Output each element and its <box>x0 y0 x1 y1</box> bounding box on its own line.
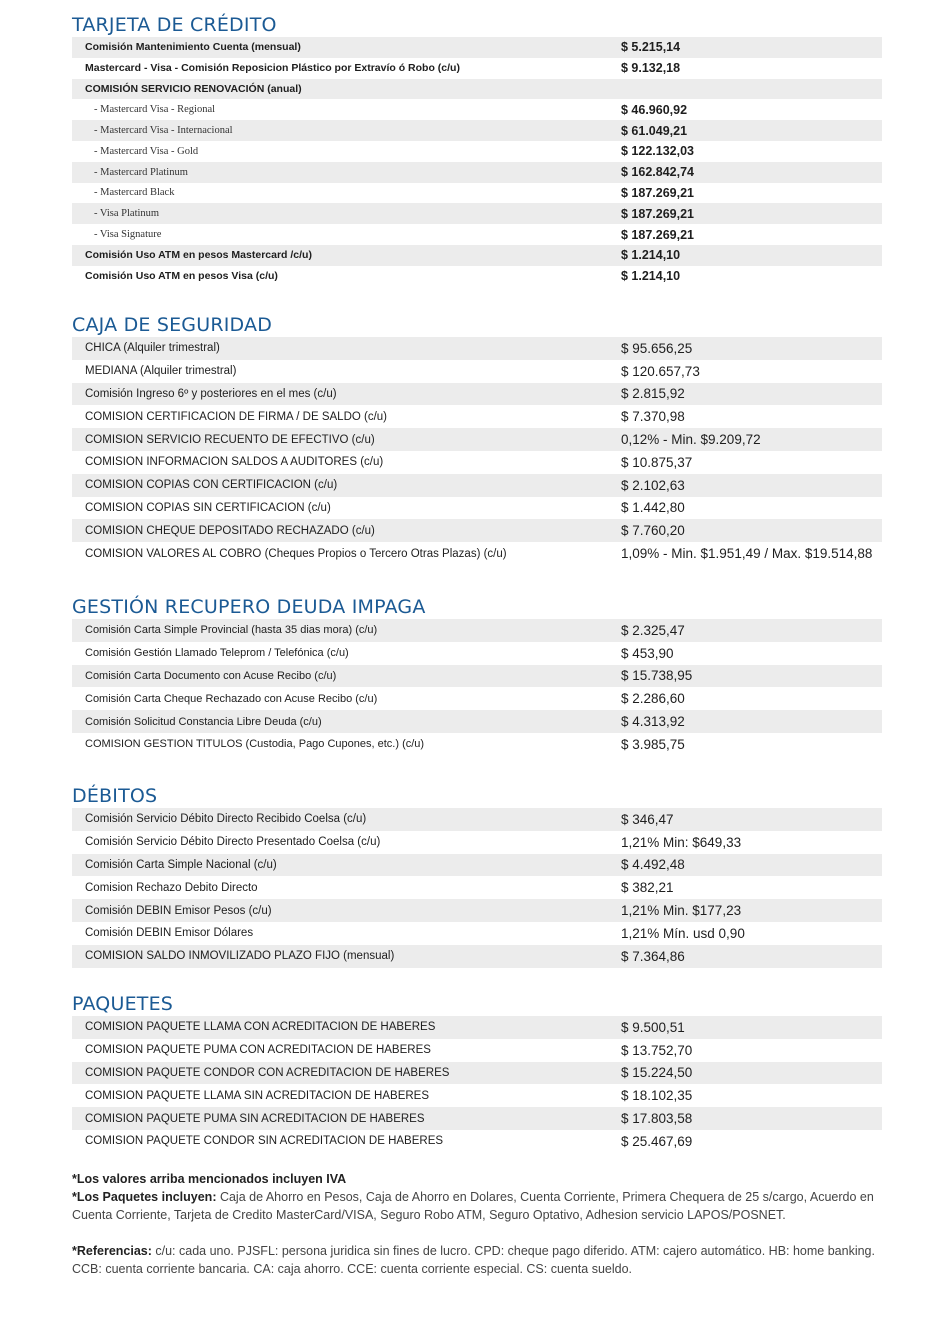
fee-value: $ 4.492,48 <box>621 854 882 877</box>
fee-label: COMISION COPIAS CON CERTIFICACION (c/u) <box>72 474 621 497</box>
fee-label: - Mastercard Visa - Regional <box>72 99 621 120</box>
footnotes <box>72 1170 892 1278</box>
fee-value: $ 1.214,10 <box>621 266 882 287</box>
section-debitos <box>72 784 882 968</box>
fee-row <box>72 79 882 100</box>
fee-row <box>72 141 882 162</box>
fee-label: COMISION PAQUETE CONDOR CON ACREDITACION DE HABERES <box>72 1062 621 1085</box>
fee-value: $ 10.875,37 <box>621 451 882 474</box>
fee-value: $ 9.132,18 <box>621 58 882 79</box>
fee-row <box>72 831 882 854</box>
fee-label: Comisión Ingreso 6º y posteriores en el mes (c/u) <box>72 383 621 406</box>
fee-label: COMISION PAQUETE PUMA SIN ACREDITACION DE HABERES <box>72 1107 621 1130</box>
fee-row <box>72 1039 882 1062</box>
fee-row <box>72 519 882 542</box>
fee-value: $ 18.102,35 <box>621 1084 882 1107</box>
section-tarjeta-credito <box>72 13 882 287</box>
fee-row <box>72 642 882 665</box>
fee-row <box>72 854 882 877</box>
fee-label: Comisión Carta Simple Nacional (c/u) <box>72 854 621 877</box>
fee-label: Comisión DEBIN Emisor Pesos (c/u) <box>72 899 621 922</box>
fee-value: 1,21% Min: $649,33 <box>621 831 882 854</box>
fee-row <box>72 58 882 79</box>
section-paquetes <box>72 992 882 1153</box>
fee-value: $ 15.738,95 <box>621 665 882 688</box>
fee-row <box>72 808 882 831</box>
fee-value: $ 122.132,03 <box>621 141 882 162</box>
fee-value: $ 17.803,58 <box>621 1107 882 1130</box>
fee-value: $ 4.313,92 <box>621 710 882 733</box>
note-iva <box>72 1170 892 1188</box>
fee-row <box>72 1062 882 1085</box>
fee-label: Comisión Uso ATM en pesos Mastercard /c/u) <box>72 245 621 266</box>
fee-label: COMISION INFORMACION SALDOS A AUDITORES (c/u) <box>72 451 621 474</box>
fee-label: COMISION PAQUETE CONDOR SIN ACREDITACION DE HABERES <box>72 1130 621 1153</box>
fee-label: COMISION COPIAS SIN CERTIFICACION (c/u) <box>72 497 621 520</box>
fee-row <box>72 405 882 428</box>
fee-label: MEDIANA (Alquiler trimestral) <box>72 360 621 383</box>
fee-value: $ 187.269,21 <box>621 224 882 245</box>
fee-row <box>72 945 882 968</box>
fee-value: 0,12% - Min. $9.209,72 <box>621 428 882 451</box>
fee-table <box>72 37 882 287</box>
fee-row <box>72 428 882 451</box>
fee-label: Comisión Solicitud Constancia Libre Deuda (c/u) <box>72 710 621 733</box>
fee-value: $ 46.960,92 <box>621 99 882 120</box>
fee-value: 1,21% Min. $177,23 <box>621 899 882 922</box>
fee-label: CHICA (Alquiler trimestral) <box>72 337 621 360</box>
fee-row <box>72 162 882 183</box>
fee-row <box>72 203 882 224</box>
fee-row <box>72 665 882 688</box>
fee-label: COMISION PAQUETE PUMA CON ACREDITACION DE HABERES <box>72 1039 621 1062</box>
note-referencias-text: c/u: cada uno. PJSFL: persona juridica sin fines de lucro. CPD: cheque pago diferido. ATM: cajero automático. HB: home banking. CCB: cuenta corriente bancaria. CA: caja ahorro. CCE: cuenta corriente especial. CS: cuenta sueldo. <box>72 1244 875 1276</box>
fee-row <box>72 474 882 497</box>
section-title: PAQUETES <box>72 993 174 1015</box>
fee-table <box>72 619 882 756</box>
section-gestion-recupero <box>72 595 882 756</box>
fee-label: Comisión Servicio Débito Directo Presentado Coelsa (c/u) <box>72 831 621 854</box>
fee-label: Comisión Servicio Débito Directo Recibido Coelsa (c/u) <box>72 808 621 831</box>
fee-row <box>72 1107 882 1130</box>
fee-row <box>72 360 882 383</box>
fee-value: $ 7.364,86 <box>621 945 882 968</box>
fee-value: $ 1.442,80 <box>621 497 882 520</box>
fee-row <box>72 710 882 733</box>
fee-label: COMISION CHEQUE DEPOSITADO RECHAZADO (c/u) <box>72 519 621 542</box>
fee-value: $ 2.102,63 <box>621 474 882 497</box>
fee-row <box>72 733 882 756</box>
section-title: GESTIÓN RECUPERO DEUDA IMPAGA <box>72 596 426 618</box>
section-caja-seguridad <box>72 313 882 565</box>
note-referencias <box>72 1242 892 1278</box>
fee-row <box>72 922 882 945</box>
fee-value: $ 3.985,75 <box>621 733 882 756</box>
fee-row <box>72 266 882 287</box>
fee-row <box>72 899 882 922</box>
fee-row <box>72 245 882 266</box>
fee-row <box>72 183 882 204</box>
fee-row <box>72 383 882 406</box>
fee-value: $ 382,21 <box>621 876 882 899</box>
section-title: CAJA DE SEGURIDAD <box>72 314 273 336</box>
fee-label: - Mastercard Platinum <box>72 162 621 183</box>
fee-row <box>72 224 882 245</box>
fee-row <box>72 37 882 58</box>
fee-label: Comisión Carta Documento con Acuse Recibo (c/u) <box>72 665 621 688</box>
fee-label: Comisión Carta Simple Provincial (hasta 35 dias mora) (c/u) <box>72 619 621 642</box>
fee-value: $ 9.500,51 <box>621 1016 882 1039</box>
fee-value: $ 15.224,50 <box>621 1062 882 1085</box>
note-paquetes-text: Caja de Ahorro en Pesos, Caja de Ahorro en Dolares, Cuenta Corriente, Primera Chequera de 25 s/cargo, Acuerdo en Cuenta Corriente, Tarjeta de Credito MasterCard/VISA, Seguro Robo ATM, Seguro Optativo, Adhesion servicio LAPOS/POSNET. <box>72 1190 874 1222</box>
fee-value: $ 453,90 <box>621 642 882 665</box>
fee-value: $ 120.657,73 <box>621 360 882 383</box>
fee-label: COMISION CERTIFICACION DE FIRMA / DE SALDO (c/u) <box>72 405 621 428</box>
fee-label: Mastercard - Visa - Comisión Reposicion Plástico por Extravío ó Robo (c/u) <box>72 58 621 79</box>
fee-row <box>72 687 882 710</box>
fee-label: - Mastercard Visa - Internacional <box>72 120 621 141</box>
fee-value: $ 25.467,69 <box>621 1130 882 1153</box>
fee-label: COMISION SERVICIO RECUENTO DE EFECTIVO (c/u) <box>72 428 621 451</box>
fee-value: $ 346,47 <box>621 808 882 831</box>
fee-row <box>72 1084 882 1107</box>
fee-value <box>621 79 882 100</box>
fee-row <box>72 876 882 899</box>
fee-label: COMISION PAQUETE LLAMA SIN ACREDITACION DE HABERES <box>72 1084 621 1107</box>
fee-value: $ 1.214,10 <box>621 245 882 266</box>
fee-value: $ 187.269,21 <box>621 203 882 224</box>
fee-label: - Mastercard Black <box>72 183 621 204</box>
section-title: DÉBITOS <box>72 785 158 807</box>
fee-label: Comisión DEBIN Emisor Dólares <box>72 922 621 945</box>
fee-label: - Mastercard Visa - Gold <box>72 141 621 162</box>
fee-label: Comisión Mantenimiento Cuenta (mensual) <box>72 37 621 58</box>
fee-row <box>72 451 882 474</box>
fee-value: $ 2.286,60 <box>621 687 882 710</box>
fee-label: COMISION VALORES AL COBRO (Cheques Propios o Tercero Otras Plazas) (c/u) <box>72 542 621 565</box>
fee-value: $ 187.269,21 <box>621 183 882 204</box>
fee-label: Comisión Uso ATM en pesos Visa (c/u) <box>72 266 621 287</box>
fee-row <box>72 120 882 141</box>
section-title: TARJETA DE CRÉDITO <box>72 14 277 36</box>
fee-label: COMISION SALDO INMOVILIZADO PLAZO FIJO (mensual) <box>72 945 621 968</box>
fee-label: COMISIÓN SERVICIO RENOVACIÓN (anual) <box>72 79 621 100</box>
fee-label: COMISION PAQUETE LLAMA CON ACREDITACION DE HABERES <box>72 1016 621 1039</box>
fee-row <box>72 1016 882 1039</box>
fee-value: $ 13.752,70 <box>621 1039 882 1062</box>
fee-row <box>72 337 882 360</box>
fee-value: $ 61.049,21 <box>621 120 882 141</box>
fee-table <box>72 808 882 968</box>
fee-row <box>72 542 882 565</box>
fee-row <box>72 1130 882 1153</box>
fee-value: $ 5.215,14 <box>621 37 882 58</box>
fee-label: - Visa Platinum <box>72 203 621 224</box>
fee-value: $ 95.656,25 <box>621 337 882 360</box>
fee-label: Comisión Carta Cheque Rechazado con Acuse Recibo (c/u) <box>72 687 621 710</box>
fee-value: $ 2.815,92 <box>621 383 882 406</box>
fee-value: $ 2.325,47 <box>621 619 882 642</box>
fee-value: 1,09% - Min. $1.951,49 / Max. $19.514,88 <box>621 542 882 565</box>
note-iva-text: *Los valores arriba mencionados incluyen IVA <box>72 1172 347 1186</box>
fee-value: $ 7.370,98 <box>621 405 882 428</box>
fee-row <box>72 619 882 642</box>
fee-table <box>72 1016 882 1153</box>
fee-label: - Visa Signature <box>72 224 621 245</box>
fee-row <box>72 99 882 120</box>
fee-label: Comision Rechazo Debito Directo <box>72 876 621 899</box>
fee-label: COMISION GESTION TITULOS (Custodia, Pago Cupones, etc.) (c/u) <box>72 733 621 756</box>
fee-value: $ 7.760,20 <box>621 519 882 542</box>
note-paquetes-label: *Los Paquetes incluyen: <box>72 1190 217 1204</box>
note-paquetes <box>72 1188 892 1224</box>
fee-value: $ 162.842,74 <box>621 162 882 183</box>
note-referencias-label: *Referencias: <box>72 1244 152 1258</box>
fee-value: 1,21% Mín. usd 0,90 <box>621 922 882 945</box>
fee-row <box>72 497 882 520</box>
fee-label: Comisión Gestión Llamado Teleprom / Telefónica (c/u) <box>72 642 621 665</box>
fee-table <box>72 337 882 565</box>
